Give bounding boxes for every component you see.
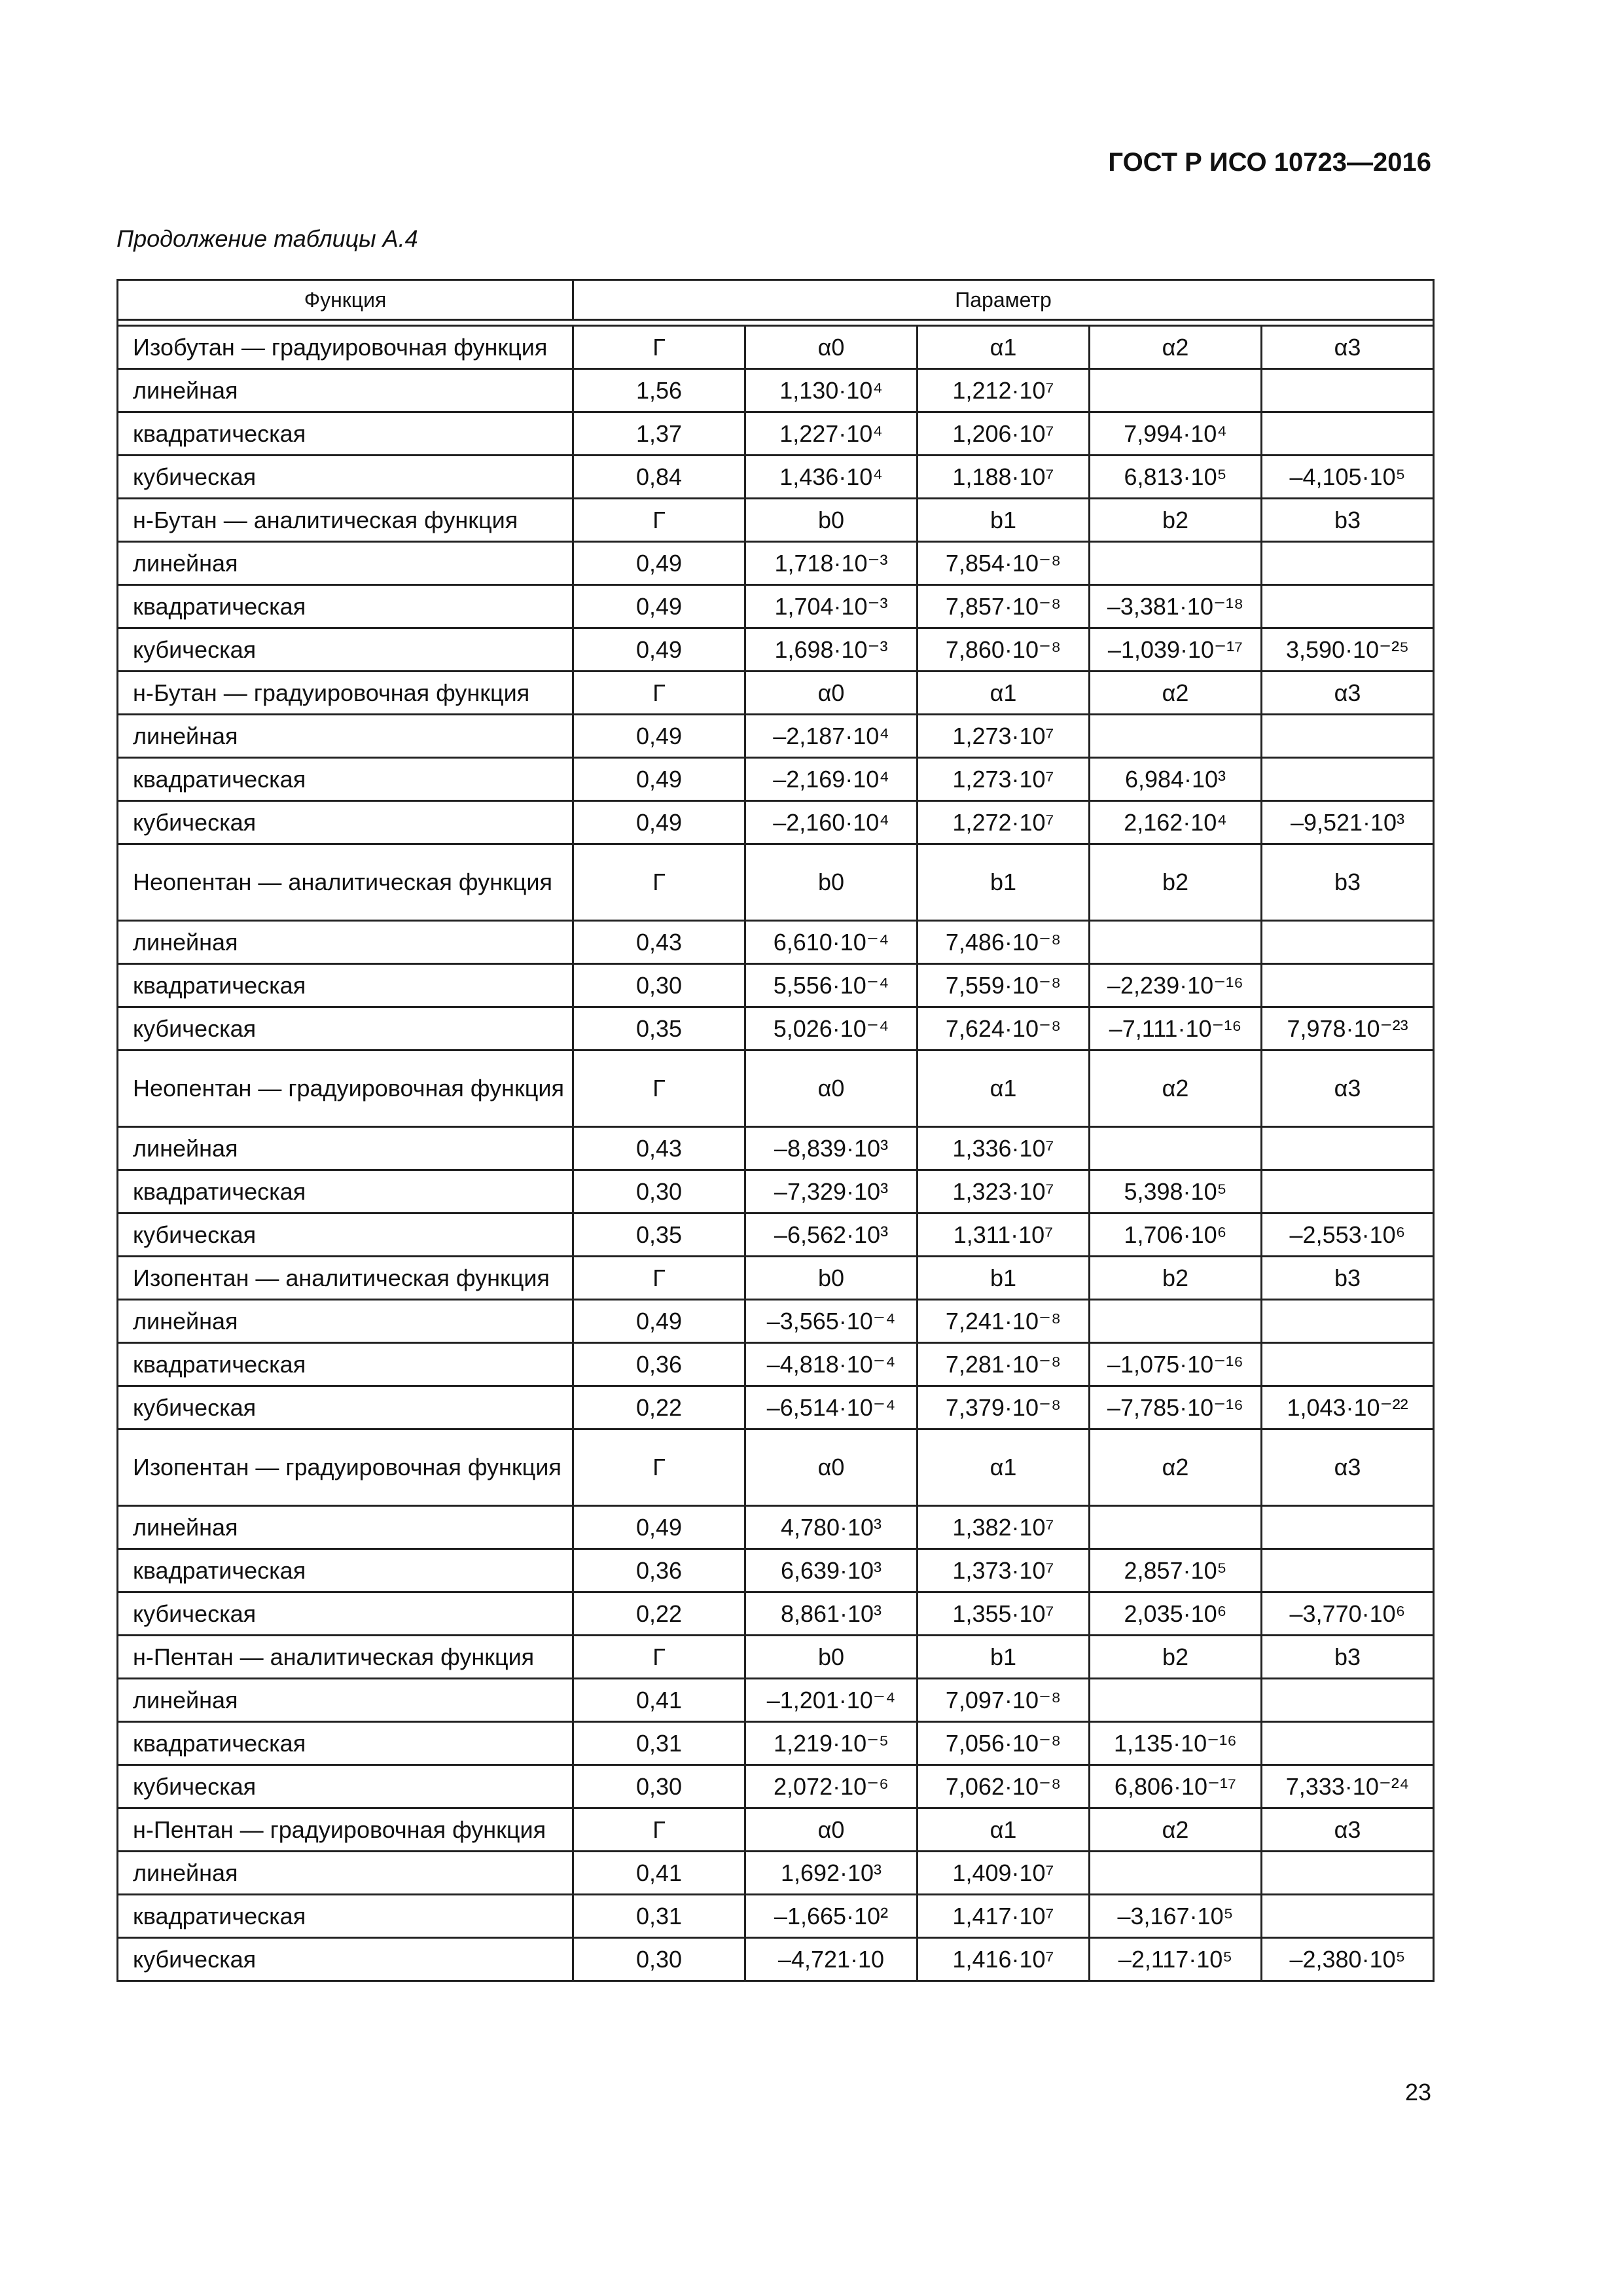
value-cell: b1 [918,1257,1090,1300]
value-cell: 7,056·10⁻⁸ [918,1722,1090,1765]
value-cell [1262,1506,1434,1549]
value-cell [1090,1852,1262,1895]
table-row [118,1592,1434,1636]
value-cell: 8,861·10³ [745,1592,918,1636]
value-cell: –3,167·10⁵ [1090,1895,1262,1938]
value-cell: b3 [1262,844,1434,921]
value-cell: 0,84 [573,456,745,499]
value-cell: α0 [745,326,918,369]
value-cell: 2,035·10⁶ [1090,1592,1262,1636]
table-row [118,1549,1434,1592]
value-cell: α1 [918,672,1090,715]
value-cell: 2,162·10⁴ [1090,801,1262,844]
value-cell: 0,30 [573,1170,745,1213]
value-cell: 5,026·10⁻⁴ [745,1007,918,1050]
value-cell: –2,239·10⁻¹⁶ [1090,964,1262,1007]
value-cell: –1,665·10² [745,1895,918,1938]
value-cell: –7,111·10⁻¹⁶ [1090,1007,1262,1050]
value-cell: b3 [1262,1636,1434,1679]
table-row [118,921,1434,964]
value-cell: –1,075·10⁻¹⁶ [1090,1343,1262,1386]
value-cell: 1,130·10⁴ [745,369,918,412]
value-cell: –2,553·10⁶ [1262,1213,1434,1257]
parameters-table [116,279,1435,1982]
table-section-row [118,1257,1434,1300]
function-cell: кубическая [118,1007,573,1050]
value-cell: b2 [1090,499,1262,542]
column-header-parameter: Параметр [573,280,1434,320]
value-cell: 1,227·10⁴ [745,412,918,456]
function-cell: линейная [118,1852,573,1895]
value-cell: 1,206·10⁷ [918,412,1090,456]
value-cell: b0 [745,1636,918,1679]
function-cell: линейная [118,1127,573,1170]
value-cell: α1 [918,1050,1090,1127]
value-cell: α2 [1090,1808,1262,1852]
document-code: ГОСТ Р ИСО 10723—2016 [1108,148,1431,177]
value-cell: 1,698·10⁻³ [745,628,918,672]
value-cell: α1 [918,326,1090,369]
function-cell: Изопентан — аналитическая функция [118,1257,573,1300]
function-cell: н-Бутан — градуировочная функция [118,672,573,715]
value-cell [1090,1506,1262,1549]
value-cell: 0,30 [573,964,745,1007]
value-cell: 1,188·10⁷ [918,456,1090,499]
value-cell [1262,921,1434,964]
table-row [118,1127,1434,1170]
value-cell [1262,964,1434,1007]
table-row [118,369,1434,412]
value-cell: 1,273·10⁷ [918,715,1090,758]
function-cell: кубическая [118,1938,573,1981]
value-cell: 0,22 [573,1386,745,1429]
value-cell: 7,857·10⁻⁸ [918,585,1090,628]
table-section-row [118,1429,1434,1506]
value-cell: α3 [1262,1050,1434,1127]
value-cell: 6,813·10⁵ [1090,456,1262,499]
value-cell: –1,201·10⁻⁴ [745,1679,918,1722]
value-cell: 7,559·10⁻⁸ [918,964,1090,1007]
table-row [118,1213,1434,1257]
value-cell: 7,241·10⁻⁸ [918,1300,1090,1343]
table-row [118,1895,1434,1938]
value-cell: 6,806·10⁻¹⁷ [1090,1765,1262,1808]
table-section-row [118,672,1434,715]
value-cell: α0 [745,1808,918,1852]
value-cell: 0,22 [573,1592,745,1636]
function-cell: Изопентан — градуировочная функция [118,1429,573,1506]
value-cell: Г [573,1050,745,1127]
value-cell: 7,281·10⁻⁸ [918,1343,1090,1386]
value-cell: 0,30 [573,1938,745,1981]
value-cell: 1,355·10⁷ [918,1592,1090,1636]
value-cell [1090,1300,1262,1343]
table-row [118,1007,1434,1050]
value-cell: 5,556·10⁻⁴ [745,964,918,1007]
value-cell: –2,169·10⁴ [745,758,918,801]
table-section-row [118,844,1434,921]
value-cell: b1 [918,499,1090,542]
value-cell: 7,333·10⁻²⁴ [1262,1765,1434,1808]
value-cell: 6,984·10³ [1090,758,1262,801]
table-row [118,1170,1434,1213]
value-cell: 0,49 [573,758,745,801]
value-cell: α3 [1262,326,1434,369]
value-cell: b2 [1090,1257,1262,1300]
value-cell: 5,398·10⁵ [1090,1170,1262,1213]
value-cell: α1 [918,1429,1090,1506]
value-cell: 1,436·10⁴ [745,456,918,499]
value-cell [1262,1895,1434,1938]
function-cell: квадратическая [118,1170,573,1213]
value-cell: 0,35 [573,1007,745,1050]
function-cell: квадратическая [118,412,573,456]
value-cell [1262,1549,1434,1592]
value-cell: 7,486·10⁻⁸ [918,921,1090,964]
value-cell: α0 [745,1050,918,1127]
page-number: 23 [1404,2079,1431,2106]
value-cell [1262,715,1434,758]
value-cell: 1,273·10⁷ [918,758,1090,801]
value-cell: b1 [918,1636,1090,1679]
value-cell: 1,706·10⁶ [1090,1213,1262,1257]
value-cell: α2 [1090,1429,1262,1506]
value-cell: 1,416·10⁷ [918,1938,1090,1981]
value-cell: 1,135·10⁻¹⁶ [1090,1722,1262,1765]
value-cell: 7,624·10⁻⁸ [918,1007,1090,1050]
value-cell: α0 [745,672,918,715]
function-cell: линейная [118,1679,573,1722]
value-cell: 0,49 [573,542,745,585]
function-cell: кубическая [118,1213,573,1257]
value-cell [1090,715,1262,758]
function-cell: кубическая [118,1386,573,1429]
function-cell: квадратическая [118,1549,573,1592]
value-cell: 1,409·10⁷ [918,1852,1090,1895]
table-row [118,1852,1434,1895]
function-cell: квадратическая [118,1722,573,1765]
value-cell [1262,1722,1434,1765]
table-row [118,964,1434,1007]
value-cell: 0,36 [573,1343,745,1386]
table-row [118,1679,1434,1722]
value-cell: Г [573,1636,745,1679]
value-cell [1262,369,1434,412]
value-cell: 1,311·10⁷ [918,1213,1090,1257]
value-cell: 0,49 [573,1300,745,1343]
value-cell: 7,097·10⁻⁸ [918,1679,1090,1722]
value-cell [1262,1679,1434,1722]
value-cell: 0,35 [573,1213,745,1257]
value-cell: –3,381·10⁻¹⁸ [1090,585,1262,628]
value-cell: α0 [745,1429,918,1506]
function-cell: квадратическая [118,1895,573,1938]
value-cell: –3,770·10⁶ [1262,1592,1434,1636]
value-cell: –6,514·10⁻⁴ [745,1386,918,1429]
function-cell: Неопентан — аналитическая функция [118,844,573,921]
table-row [118,542,1434,585]
value-cell: –7,329·10³ [745,1170,918,1213]
value-cell: –4,105·10⁵ [1262,456,1434,499]
function-cell: линейная [118,1300,573,1343]
value-cell: –3,565·10⁻⁴ [745,1300,918,1343]
value-cell: 1,272·10⁷ [918,801,1090,844]
value-cell: 1,382·10⁷ [918,1506,1090,1549]
table-row [118,1386,1434,1429]
value-cell: –2,117·10⁵ [1090,1938,1262,1981]
value-cell: b1 [918,844,1090,921]
value-cell: 1,417·10⁷ [918,1895,1090,1938]
value-cell: 1,704·10⁻³ [745,585,918,628]
value-cell: 1,212·10⁷ [918,369,1090,412]
function-cell: н-Бутан — аналитическая функция [118,499,573,542]
value-cell: –2,187·10⁴ [745,715,918,758]
table-row [118,715,1434,758]
value-cell: –1,039·10⁻¹⁷ [1090,628,1262,672]
header-separator-cell [118,320,1434,326]
function-cell: Неопентан — градуировочная функция [118,1050,573,1127]
table-caption: Продолжение таблицы А.4 [116,225,418,252]
value-cell: 1,043·10⁻²² [1262,1386,1434,1429]
value-cell: Г [573,326,745,369]
table-section-row [118,1636,1434,1679]
table-row [118,1722,1434,1765]
value-cell: b2 [1090,844,1262,921]
value-cell: α3 [1262,1429,1434,1506]
function-cell: кубическая [118,628,573,672]
value-cell: α3 [1262,672,1434,715]
value-cell: Г [573,844,745,921]
value-cell: b0 [745,844,918,921]
value-cell [1090,921,1262,964]
value-cell [1090,369,1262,412]
function-cell: линейная [118,1506,573,1549]
value-cell: 0,36 [573,1549,745,1592]
value-cell: 1,718·10⁻³ [745,542,918,585]
value-cell: Г [573,1257,745,1300]
value-cell [1090,542,1262,585]
value-cell: 7,854·10⁻⁸ [918,542,1090,585]
value-cell: 1,692·10³ [745,1852,918,1895]
value-cell: b3 [1262,1257,1434,1300]
table-body [118,326,1434,1981]
value-cell: 0,41 [573,1679,745,1722]
value-cell: α2 [1090,1050,1262,1127]
value-cell: 2,857·10⁵ [1090,1549,1262,1592]
value-cell: 0,49 [573,628,745,672]
function-cell: н-Пентан — аналитическая функция [118,1636,573,1679]
value-cell: 0,31 [573,1722,745,1765]
value-cell [1262,1300,1434,1343]
function-cell: линейная [118,369,573,412]
header-separator [118,320,1434,326]
value-cell: 2,072·10⁻⁶ [745,1765,918,1808]
value-cell: –2,380·10⁵ [1262,1938,1434,1981]
value-cell: α3 [1262,1808,1434,1852]
table-row [118,628,1434,672]
value-cell: 4,780·10³ [745,1506,918,1549]
value-cell: 0,30 [573,1765,745,1808]
function-cell: линейная [118,715,573,758]
value-cell: 6,639·10³ [745,1549,918,1592]
function-cell: квадратическая [118,964,573,1007]
value-cell: 0,49 [573,1506,745,1549]
table-row [118,585,1434,628]
value-cell: 1,37 [573,412,745,456]
function-cell: Изобутан — градуировочная функция [118,326,573,369]
value-cell: 0,43 [573,921,745,964]
table-row [118,1938,1434,1981]
value-cell [1262,758,1434,801]
value-cell: 0,31 [573,1895,745,1938]
value-cell: 0,49 [573,801,745,844]
function-cell: кубическая [118,1592,573,1636]
value-cell: 1,373·10⁷ [918,1549,1090,1592]
table-row [118,801,1434,844]
value-cell [1262,542,1434,585]
value-cell: b0 [745,1257,918,1300]
table-row [118,456,1434,499]
value-cell: b0 [745,499,918,542]
function-cell: кубическая [118,1765,573,1808]
value-cell [1262,1852,1434,1895]
table-section-row [118,1808,1434,1852]
table-section-row [118,1050,1434,1127]
table-row [118,1765,1434,1808]
value-cell: –4,721·10 [745,1938,918,1981]
value-cell: 0,49 [573,715,745,758]
value-cell: –4,818·10⁻⁴ [745,1343,918,1386]
value-cell: –7,785·10⁻¹⁶ [1090,1386,1262,1429]
value-cell: α1 [918,1808,1090,1852]
table-row [118,412,1434,456]
function-cell: н-Пентан — градуировочная функция [118,1808,573,1852]
function-cell: квадратическая [118,585,573,628]
value-cell [1262,1127,1434,1170]
table-section-row [118,499,1434,542]
value-cell: 0,41 [573,1852,745,1895]
value-cell: α2 [1090,326,1262,369]
value-cell [1090,1127,1262,1170]
value-cell: Г [573,1429,745,1506]
value-cell: 7,994·10⁴ [1090,412,1262,456]
value-cell: α2 [1090,672,1262,715]
value-cell: 1,336·10⁷ [918,1127,1090,1170]
value-cell: 1,219·10⁻⁵ [745,1722,918,1765]
value-cell: 7,860·10⁻⁸ [918,628,1090,672]
value-cell: Г [573,672,745,715]
value-cell: 1,323·10⁷ [918,1170,1090,1213]
value-cell: 3,590·10⁻²⁵ [1262,628,1434,672]
value-cell: 1,56 [573,369,745,412]
value-cell [1262,585,1434,628]
table-row [118,1506,1434,1549]
value-cell [1090,1679,1262,1722]
value-cell [1262,1343,1434,1386]
function-cell: квадратическая [118,758,573,801]
value-cell [1262,1170,1434,1213]
value-cell: –6,562·10³ [745,1213,918,1257]
value-cell: 0,49 [573,585,745,628]
function-cell: линейная [118,921,573,964]
value-cell: 7,062·10⁻⁸ [918,1765,1090,1808]
value-cell: Г [573,499,745,542]
value-cell: 7,379·10⁻⁸ [918,1386,1090,1429]
value-cell: Г [573,1808,745,1852]
value-cell: b2 [1090,1636,1262,1679]
table-row [118,1343,1434,1386]
value-cell: –9,521·10³ [1262,801,1434,844]
function-cell: квадратическая [118,1343,573,1386]
value-cell: 6,610·10⁻⁴ [745,921,918,964]
value-cell: 0,43 [573,1127,745,1170]
function-cell: кубическая [118,801,573,844]
table-section-row [118,326,1434,369]
table-row [118,1300,1434,1343]
column-header-function: Функция [118,280,573,320]
value-cell [1262,412,1434,456]
table-row [118,758,1434,801]
function-cell: линейная [118,542,573,585]
value-cell: –8,839·10³ [745,1127,918,1170]
value-cell: –2,160·10⁴ [745,801,918,844]
value-cell: b3 [1262,499,1434,542]
function-cell: кубическая [118,456,573,499]
table-header-row [118,280,1434,320]
value-cell: 7,978·10⁻²³ [1262,1007,1434,1050]
